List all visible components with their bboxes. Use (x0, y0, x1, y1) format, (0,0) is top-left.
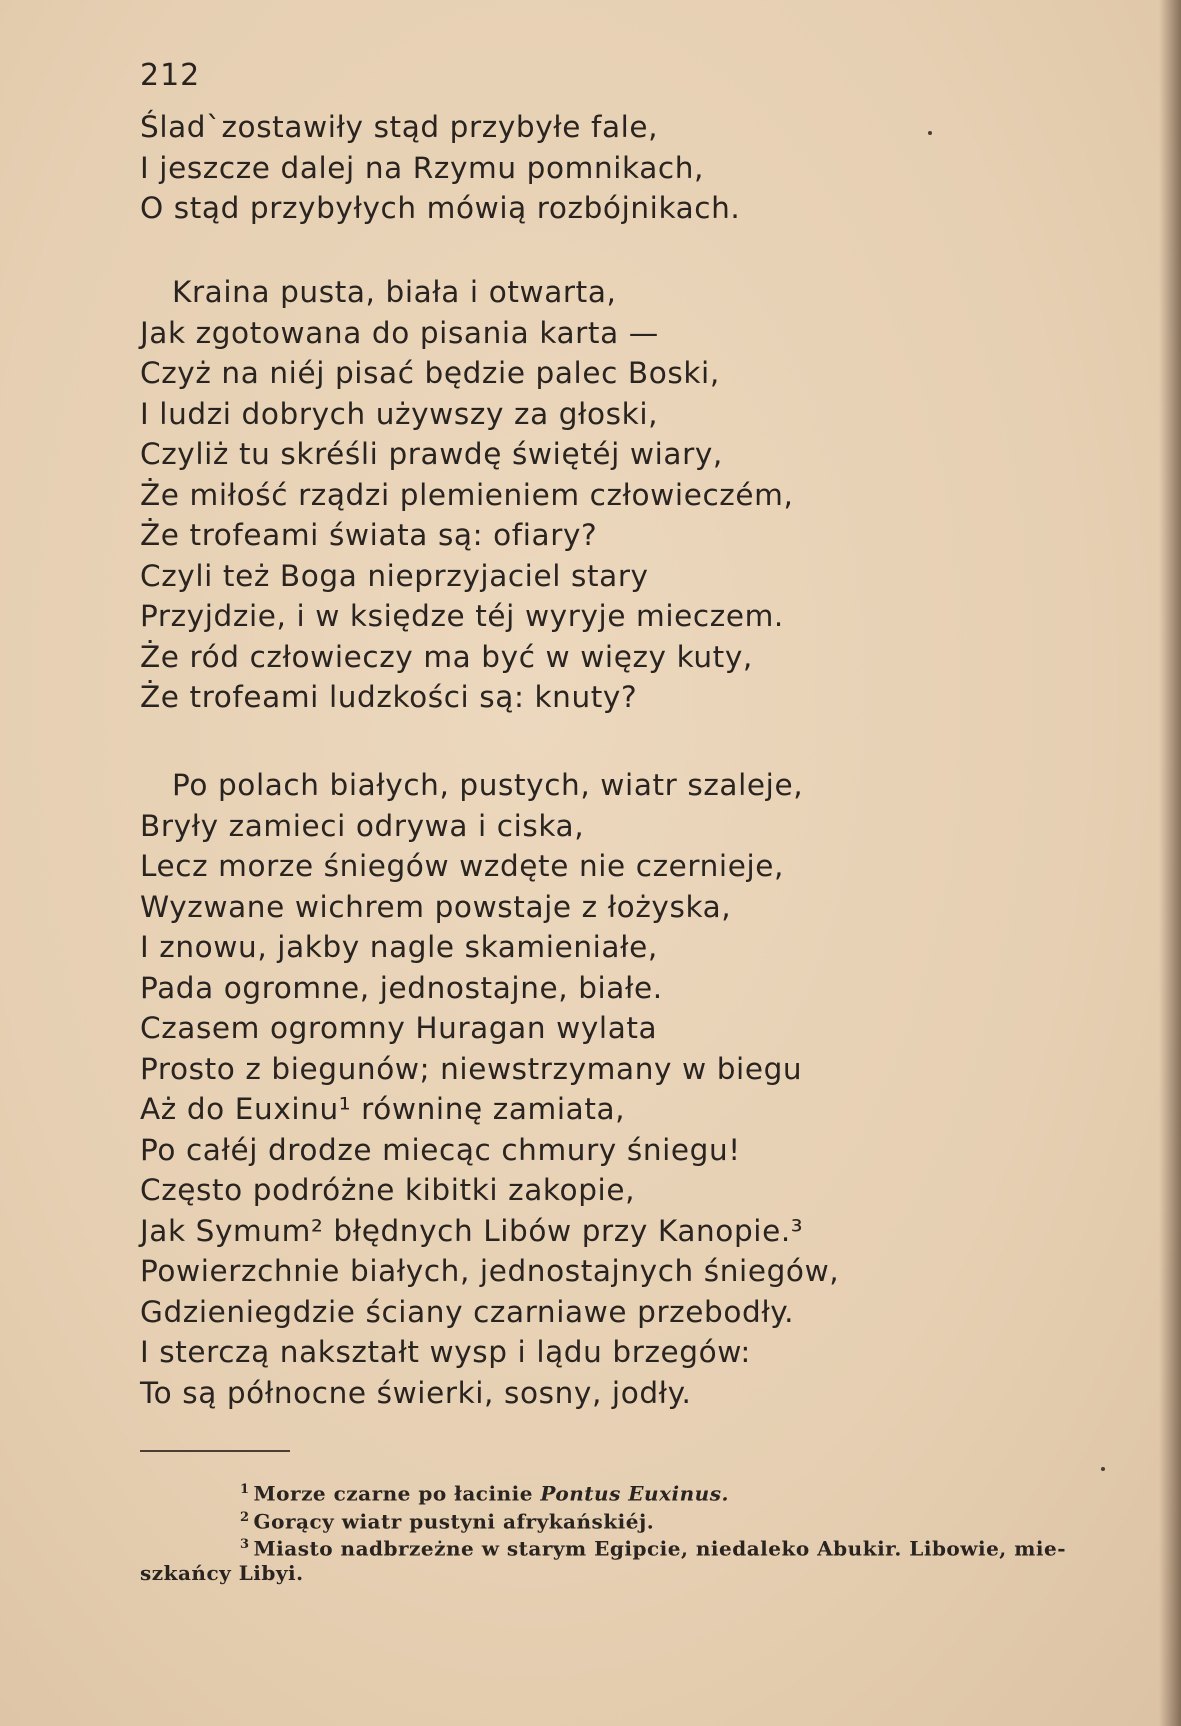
verse-line: Powierzchnie białych, jednostajnych śniegów, (140, 1254, 840, 1288)
footnote-text: Morze czarne po łacinie (253, 1481, 541, 1506)
footnote-divider (140, 1450, 290, 1452)
stanza-1 (140, 107, 740, 229)
verse-line: Pada ogromne, jednostajne, białe. (140, 970, 663, 1005)
page-number: 212 (140, 58, 201, 93)
verse-line: Czyż na niéj pisać będzie palec Boski, (140, 356, 720, 390)
verse-line: Czyli też Boga nieprzyjaciel stary (140, 558, 649, 593)
footnote-1 (140, 1478, 1150, 1506)
verse-line: O stąd przybyłych mówią rozbójnikach. (140, 191, 741, 225)
footnote-3-continuation: szkańcy Libyi. (140, 1560, 304, 1585)
verse-line: Po całéj drodze miecąc chmury śniegu! (140, 1132, 741, 1167)
footnotes (140, 1478, 1150, 1585)
verse-line: I znowu, jakby nagle skamieniałe, (140, 930, 658, 964)
verse-line: To są północne świerki, sosny, jodły. (140, 1375, 692, 1410)
verse-line: I sterczą nakształt wysp i lądu brzegów: (140, 1335, 751, 1369)
stanza-2 (140, 272, 793, 718)
page-edge-shadow (1159, 0, 1181, 1726)
stanza-3 (140, 765, 839, 1413)
verse-line: I jeszcze dalej na Rzymu pomnikach, (140, 150, 704, 185)
paper-speck (928, 131, 932, 135)
verse-line: Ślad`zostawiły stąd przybyłe fale, (140, 110, 659, 144)
verse-line: Aż do Euxinu¹ równinę zamiata, (140, 1092, 626, 1126)
paper-speck (1101, 1467, 1105, 1471)
footnote-marker: 2 (240, 1509, 250, 1525)
footnote-3 (140, 1533, 1150, 1561)
verse-line: Że trofeami ludzkości są: knuty? (140, 680, 638, 714)
verse-line: Kraina pusta, biała i otwarta, (172, 275, 617, 309)
verse-line: Jak Symum² błędnych Libów przy Kanopie.³ (140, 1213, 804, 1248)
verse-line: Po polach białych, pustych, wiatr szaleje, (172, 768, 804, 802)
verse-line: Lecz morze śniegów wzdęte nie czernieje, (140, 849, 784, 883)
footnote-text: Gorący wiatr pustyni afrykańskiéj. (253, 1509, 655, 1534)
verse-line: Czasem ogromny Huragan wylata (140, 1011, 658, 1045)
verse-line: Wyzwane wichrem powstaje z łożyska, (140, 889, 732, 924)
verse-line: Często podróżne kibitki zakopie, (140, 1173, 636, 1207)
footnote-marker: 1 (240, 1482, 250, 1497)
footnote-2 (140, 1506, 1150, 1534)
verse-line: Że ród człowieczy ma być w więzy kuty, (140, 639, 753, 674)
footnote-marker: 3 (240, 1537, 250, 1553)
verse-line: Czyliż tu skréśli prawdę świętéj wiary, (140, 437, 723, 471)
verse-line: Bryły zamieci odrywa i ciska, (140, 808, 585, 843)
verse-line: Przyjdzie, i w księdze téj wyryje mieczem. (140, 599, 784, 633)
verse-line: Jak zgotowana do pisania karta — (140, 315, 659, 350)
verse-line: Że trofeami świata są: ofiary? (140, 518, 598, 552)
verse-line: I ludzi dobrych używszy za głoski, (140, 396, 659, 431)
verse-line: Że miłość rządzi plemieniem człowieczém, (140, 477, 794, 512)
verse-line: Gdzieniegdzie ściany czarniawe przebodły. (140, 1294, 795, 1329)
footnote-italic-text: Pontus Euxinus. (540, 1481, 729, 1506)
verse-line: Prosto z biegunów; niewstrzymany w biegu (140, 1051, 803, 1086)
footnote-text: Miasto nadbrzeżne w starym Egipcie, niedaleko Abukir. Libowie, mie- (253, 1536, 1067, 1561)
